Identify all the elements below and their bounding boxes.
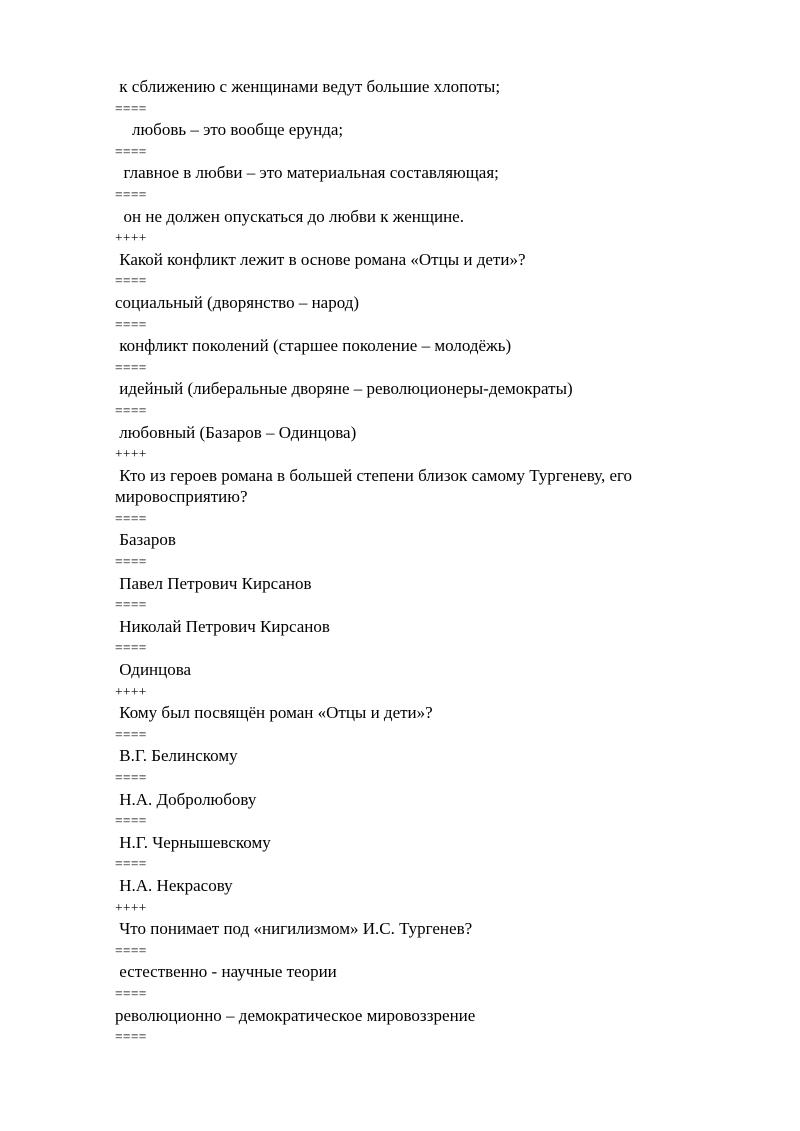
- separator-line: ====: [115, 554, 147, 570]
- separator-line: ====: [115, 985, 147, 1001]
- text-line: Кто из героев романа в большей степени близок самому Тургеневу, его мировосприятию?: [115, 465, 637, 507]
- text-line: конфликт поколений (старшее поколение – молодёжь): [115, 336, 512, 356]
- separator-line: ====: [115, 402, 147, 418]
- separator-line: ====: [115, 856, 147, 872]
- text-line: Одинцова: [115, 660, 192, 680]
- text-line: естественно - научные теории: [115, 962, 337, 982]
- separator-line: ====: [115, 726, 147, 742]
- text-line: Н.Г. Чернышевскому: [115, 832, 271, 852]
- separator-line: ====: [115, 143, 147, 159]
- separator-line: ====: [115, 1029, 147, 1045]
- separator-line: ====: [115, 597, 147, 613]
- text-line: В.Г. Белинскому: [115, 746, 238, 766]
- text-line: Базаров: [115, 530, 176, 550]
- separator-line: ====: [115, 770, 147, 785]
- text-line: Павел Петрович Кирсанов: [115, 573, 312, 593]
- text-line: Кому был посвящён роман «Отцы и дети»?: [115, 703, 433, 723]
- text-line: Н.А. Некрасову: [115, 875, 233, 895]
- separator-line: ====: [115, 100, 147, 116]
- text-line: революционно – демократическое мировоззрение: [115, 1005, 476, 1025]
- text-line: Николай Петрович Кирсанов: [115, 616, 330, 636]
- text-line: любовный (Базаров – Одинцова): [115, 422, 357, 442]
- text-line: любовь – это вообще ерунда;: [115, 120, 344, 140]
- separator-line: ====: [115, 359, 147, 375]
- separator-line: ====: [115, 813, 147, 829]
- separator-line: ++++: [115, 446, 147, 462]
- separator-line: ====: [115, 273, 147, 289]
- separator-line: ++++: [115, 683, 147, 699]
- separator-line: ====: [115, 186, 147, 202]
- separator-line: ====: [115, 316, 147, 332]
- separator-line: ====: [115, 942, 147, 958]
- document-page: [115, 76, 715, 1048]
- text-line: Что понимает под «нигилизмом» И.С. Тургенев?: [115, 919, 473, 939]
- separator-line: ++++: [115, 899, 147, 915]
- text-line: к сближению с женщинами ведут большие хлопоты;: [115, 77, 501, 96]
- text-line: идейный (либеральные дворяне – революционеры-демократы): [115, 379, 573, 399]
- separator-line: ====: [115, 640, 147, 656]
- text-line: социальный (дворянство – народ): [115, 292, 360, 312]
- separator-line: ====: [115, 510, 147, 526]
- text-line: Какой конфликт лежит в основе романа «Отцы и дети»?: [115, 249, 526, 269]
- text-line: он не должен опускаться до любви к женщине.: [115, 206, 464, 226]
- text-line: Н.А. Добролюбову: [115, 789, 257, 809]
- text-line: главное в любви – это материальная составляющая;: [115, 163, 499, 183]
- separator-line: ++++: [115, 230, 147, 246]
